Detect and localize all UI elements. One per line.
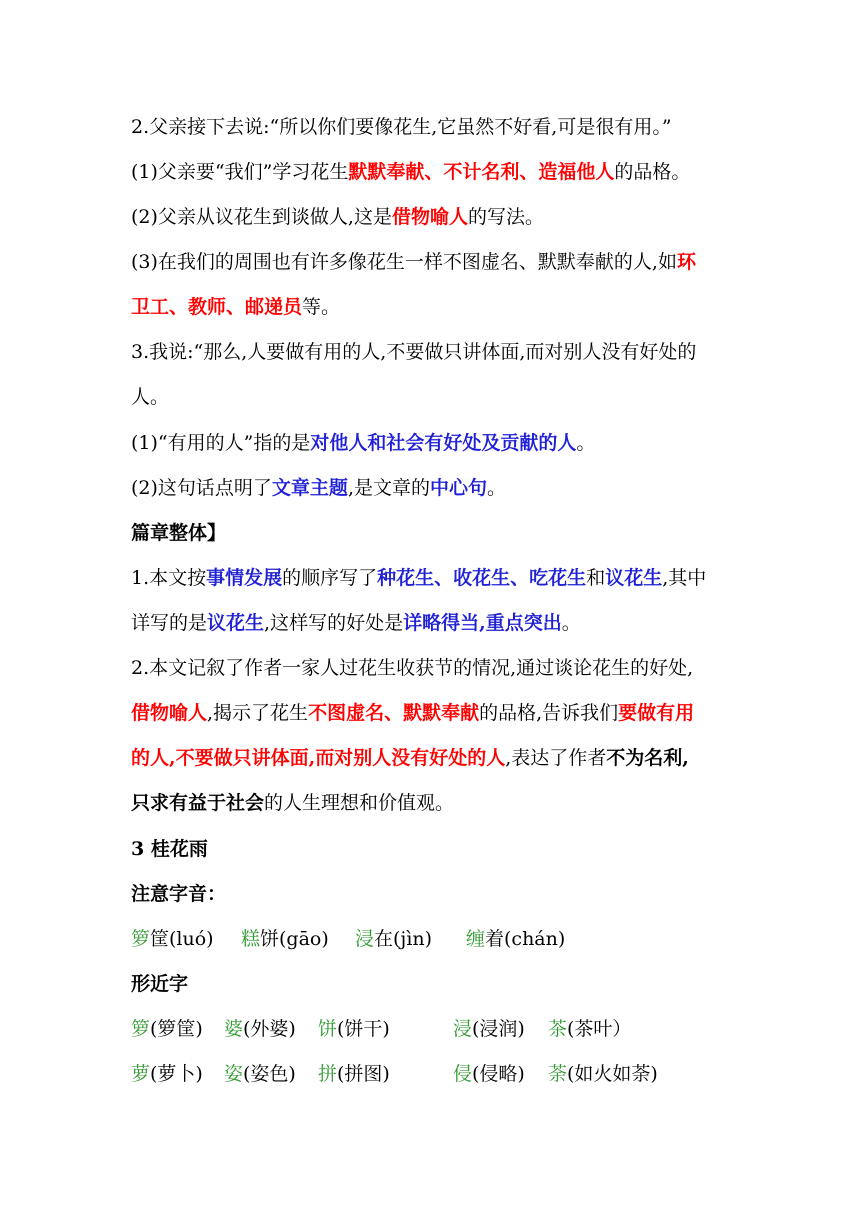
text: 的人生理想和价值观。 (264, 792, 455, 814)
answer-highlight: 不图虚名、默默奉献 (308, 702, 480, 724)
key-char: 箩 (131, 928, 151, 950)
text: (1)父亲要“我们”学习花生 (131, 161, 349, 183)
text: 饼(gāo) (260, 928, 329, 950)
similar-row-2 (131, 1059, 751, 1089)
q2-point-1 (131, 157, 690, 187)
key-char: 拼 (318, 1063, 338, 1085)
answer-highlight: 议花生 (207, 612, 265, 634)
text: (浸润) (472, 1018, 525, 1040)
similar-item (224, 1014, 296, 1044)
text: (1)“有用的人”指的是 (131, 432, 311, 454)
answer-highlight: 要做有用 (618, 702, 695, 724)
pron-item (241, 924, 329, 954)
text: 3.我说:“那么,人要做有用的人,不要做只讲体面,而对别人没有好处的 (131, 341, 697, 363)
bold-text: 不为名利, (606, 747, 689, 769)
text: 的顺序写了 (282, 567, 378, 589)
answer-highlight: 借物喻人 (391, 206, 468, 228)
text: 人。 (131, 386, 170, 408)
text: ,揭示了花生 (207, 702, 309, 724)
similar-item (224, 1059, 296, 1089)
text: (萝卜) (150, 1063, 203, 1085)
q2-point-3-line2 (131, 292, 340, 322)
key-char: 侵 (453, 1063, 473, 1085)
similar-item (453, 1059, 525, 1089)
pron-item (355, 924, 432, 954)
answer-highlight: 议花生 (605, 567, 663, 589)
key-char: 婆 (224, 1018, 244, 1040)
answer-highlight: 种花生、收花生、吃花生 (377, 567, 587, 589)
section-title: 篇章整体】 (131, 522, 227, 544)
similar-item (318, 1014, 390, 1044)
pronunciation-heading (131, 879, 226, 909)
text: (3)在我们的周围也有许多像花生一样不图虚名、默默奉献的人,如 (131, 251, 677, 273)
similar-item (548, 1014, 631, 1044)
answer-highlight: 卫工、教师、邮递员 (131, 296, 303, 318)
q3-intro-line2 (131, 382, 169, 412)
similar-item (453, 1014, 525, 1044)
key-char: 姿 (224, 1063, 244, 1085)
text: 等。 (302, 296, 341, 318)
q3-intro-line1 (131, 337, 696, 367)
key-char: 浸 (355, 928, 375, 950)
text: 的写法。 (467, 206, 544, 228)
q3-point-2 (131, 473, 506, 503)
section-s2-line2 (131, 698, 694, 728)
similar-title: 形近字 (131, 973, 189, 995)
similar-item (548, 1059, 658, 1089)
pronunciation-row (131, 924, 751, 954)
text: (2)这句话点明了 (131, 477, 272, 499)
key-char: 萝 (131, 1063, 151, 1085)
answer-highlight: 事情发展 (206, 567, 283, 589)
key-char: 荼 (548, 1063, 568, 1085)
text: 。 (561, 612, 581, 634)
similar-chars-heading (131, 969, 188, 999)
text: 2.本文记叙了作者一家人过花生收获节的情况,通过谈论花生的好处, (131, 657, 694, 679)
text: ,表达了作者 (505, 747, 607, 769)
section-s2-line3 (131, 743, 689, 773)
similar-row-1 (131, 1014, 751, 1044)
section-s2-line4 (131, 788, 454, 818)
key-char: 糕 (241, 928, 261, 950)
q3-point-1 (131, 428, 595, 458)
pronunciation-title: 注意字音： (131, 883, 227, 905)
text: ,其中 (662, 567, 707, 589)
similar-item (131, 1014, 203, 1044)
answer-highlight: 详略得当,重点突出 (403, 612, 562, 634)
answer-highlight: 默默奉献、不计名利、造福他人 (348, 161, 615, 183)
answer-highlight: 环 (676, 251, 696, 273)
text: 着(chán) (485, 928, 566, 950)
key-char: 饼 (318, 1018, 338, 1040)
similar-item (318, 1059, 390, 1089)
text: 。 (576, 432, 596, 454)
text: 筐(luó) (150, 928, 214, 950)
text: (如火如荼) (567, 1063, 658, 1085)
pron-item (131, 924, 214, 954)
answer-highlight: 借物喻人 (131, 702, 208, 724)
text: (2)父亲从议花生到谈做人,这是 (131, 206, 392, 228)
similar-item (131, 1059, 203, 1089)
answer-highlight: 文章主题 (271, 477, 348, 499)
answer-highlight: 中心句 (429, 477, 487, 499)
lesson-title-text: 3 桂花雨 (131, 838, 208, 860)
bold-text: 只求有益于社会 (131, 792, 265, 814)
q2-intro (131, 112, 672, 142)
text: (姿色) (243, 1063, 296, 1085)
section-s1-line1 (131, 563, 706, 593)
text: 的品格,告诉我们 (479, 702, 619, 724)
text: 。 (487, 477, 507, 499)
text: ,这样写的好处是 (264, 612, 404, 634)
text: 在(jìn) (374, 928, 433, 950)
key-char: 缠 (466, 928, 486, 950)
key-char: 浸 (453, 1018, 473, 1040)
section-s1-line2 (131, 608, 581, 638)
q2-point-3-line1 (131, 247, 696, 277)
q2-point-2 (131, 202, 544, 232)
answer-highlight: 对他人和社会有好处及贡献的人 (310, 432, 577, 454)
text: (箩筐) (150, 1018, 203, 1040)
key-char: 茶 (548, 1018, 568, 1040)
text: ,是文章的 (347, 477, 430, 499)
text: (拼图) (337, 1063, 390, 1085)
text: (侵略) (472, 1063, 525, 1085)
text: 的品格。 (614, 161, 691, 183)
section-heading (131, 518, 226, 548)
text: 和 (586, 567, 606, 589)
pron-item (466, 924, 565, 954)
text: (饼干) (337, 1018, 390, 1040)
text: (茶叶） (567, 1018, 632, 1040)
text: 详写的是 (131, 612, 208, 634)
answer-highlight: 的人,不要做只讲体面,而对别人没有好处的人 (131, 747, 506, 769)
lesson-title (131, 834, 208, 864)
text: (外婆) (243, 1018, 296, 1040)
section-s2-line1 (131, 653, 693, 683)
text: 2.父亲接下去说:“所以你们要像花生,它虽然不好看,可是很有用。” (131, 116, 672, 138)
key-char: 箩 (131, 1018, 151, 1040)
text: 1.本文按 (131, 567, 207, 589)
